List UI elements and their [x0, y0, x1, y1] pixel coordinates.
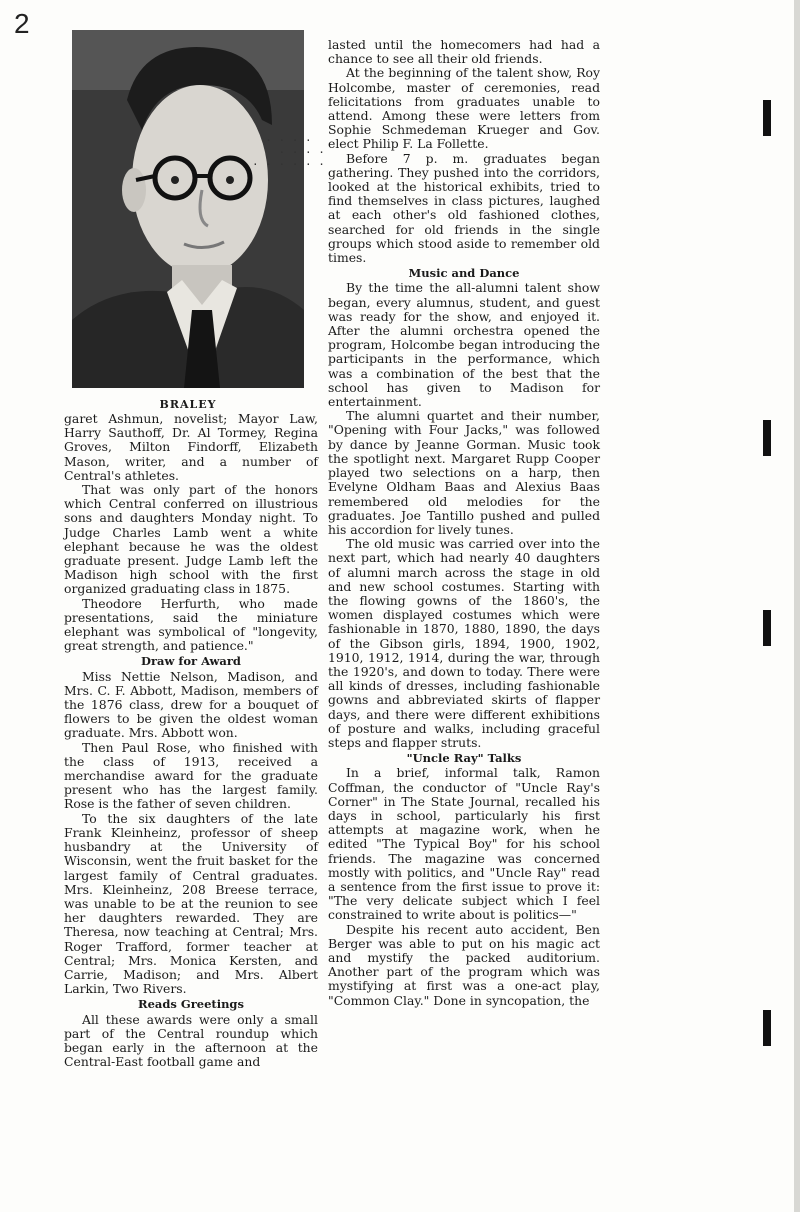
paragraph: Despite his recent auto accident, Ben Berger was able to put on his magic act and mystify the packed auditorium. Another part of the program which was mystifying at first was a one-act play, "Common Clay." Done in syncopation, the: [328, 921, 600, 1008]
scan-edge: [794, 0, 800, 1212]
margin-mark: [763, 100, 771, 136]
paragraph: Then Paul Rose, who finished with the class of 1913, received a merchandise award for the graduate present who has the largest family. Rose is the father of seven children.: [64, 739, 318, 812]
article-right-column: [328, 38, 600, 1008]
subheading-uncle-ray-talks: "Uncle Ray" Talks: [406, 751, 522, 766]
subheading-reads-greetings: Reads Greetings: [138, 997, 244, 1012]
paragraph: All these awards were only a small part of the Central roundup which began early in the afternoon at the Central-East football game and: [64, 1011, 318, 1070]
paragraph: Before 7 p. m. graduates began gathering. They pushed into the corridors, looked at the historical exhibits, tried to find themselves in class pictures, laughed at each other's old fashioned clothes, searched for old friends in the single groups which stood aside to remember old times.: [328, 150, 600, 266]
paragraph: Miss Nettie Nelson, Madison, and Mrs. C. F. Abbott, Madison, members of the 1876 class, drew for a bouquet of flowers to be given the oldest woman graduate. Mrs. Abbott won.: [64, 668, 318, 741]
article-left-column: [64, 412, 318, 1069]
margin-mark: [763, 420, 771, 456]
paragraph: In a brief, informal talk, Ramon Coffman, the conductor of "Uncle Ray's Corner" in The State Journal, recalled his days in school, particularly his first attempts at magazine work, when he edited "The Typical Boy" for his school friends. The magazine was concerned mostly with politics, and "Uncle Ray" read a sentence from the first issue to prove it: "The very delicate subject which I feel constrained to write about is politics—": [328, 765, 600, 923]
paragraph: Theodore Herfurth, who made presentations, said the miniature elephant was symbolical of "longevity, great strength, and patience.": [64, 595, 318, 654]
paragraph: To the six daughters of the late Frank Kleinheinz, professor of sheep husbandry at the University of Wisconsin, went the fruit basket for the largest family of Central graduates. Mrs. Kleinheinz, 208 Breese terrace, was unable to be at the reunion to see her daughters rewarded. They are Theresa, now teaching at Central; Mrs. Roger Trafford, former teacher at Central; Mrs. Monica Kersten, and Carrie, Madison; and Mrs. Albert Larkin, Two Rivers.: [64, 810, 318, 997]
margin-mark: [763, 610, 771, 646]
paragraph: The alumni quartet and their number, "Opening with Four Jacks," was followed by dance by Jeanne Gorman. Music took the spotlight next. Margaret Rupp Cooper played two selections on a harp, then Evelyne Oldham Baas and Alexius Baas remembered old melodies for the graduates. Joe Tantillo pushed and pulled his accordion for lively tunes.: [328, 408, 600, 537]
pencil-dots-annotation: . . . . . . . . . . . . . .: [252, 131, 325, 168]
subheading-music-and-dance: Music and Dance: [408, 266, 520, 281]
margin-mark: [763, 1010, 771, 1046]
paragraph: lasted until the homecomers had had a chance to see all their old friends.: [328, 37, 600, 67]
photo-caption: BRALEY: [159, 398, 217, 411]
paragraph: By the time the all-alumni talent show began, every alumnus, student, and guest was ready for the show, and enjoyed it. After the alumni orchestra opened the program, Holcombe began introducing the participants in the performance, which was a combination of the best that the school has given to Madison for entertainment.: [328, 280, 600, 410]
portrait-photo: [72, 30, 304, 388]
paragraph: The old music was carried over into the next part, which had nearly 40 daughters of alumni march across the stage in old and new school costumes. Starting with the flowing gowns of the 1860's, the women displayed costumes which were fashionable in 1870, 1880, 1890, the days of the Gibson girls, 1894, 1900, 1902, 1910, 1912, 1914, during the war, through the 1920's, and down to today. There were all kinds of dresses, including fashionable gowns and abbreviated skirts of flapper days, and there were different exhibitions of posture and walks, including graceful steps and flapper struts.: [328, 536, 600, 750]
page-number: 2: [14, 8, 30, 39]
paragraph: That was only part of the honors which Central conferred on illustrious sons and daughters Monday night. To Judge Charles Lamb went a white elephant because he was the oldest graduate present. Judge Lamb left the Madison high school with the first organized graduating class in 1875.: [64, 482, 318, 597]
paragraph: garet Ashmun, novelist; Mayor Law, Harry Sauthoff, Dr. Al Tormey, Regina Groves, Milton Findorff, Elizabeth Mason, writer, and a number of Central's athletes.: [64, 411, 318, 483]
paragraph: At the beginning of the talent show, Roy Holcombe, master of ceremonies, read felicitations from graduates unable to attend. Among these were letters from Sophie Schmedeman Krueger and Gov. elect Philip F. La Follette.: [328, 65, 600, 152]
subheading-draw-for-award: Draw for Award: [141, 654, 241, 669]
